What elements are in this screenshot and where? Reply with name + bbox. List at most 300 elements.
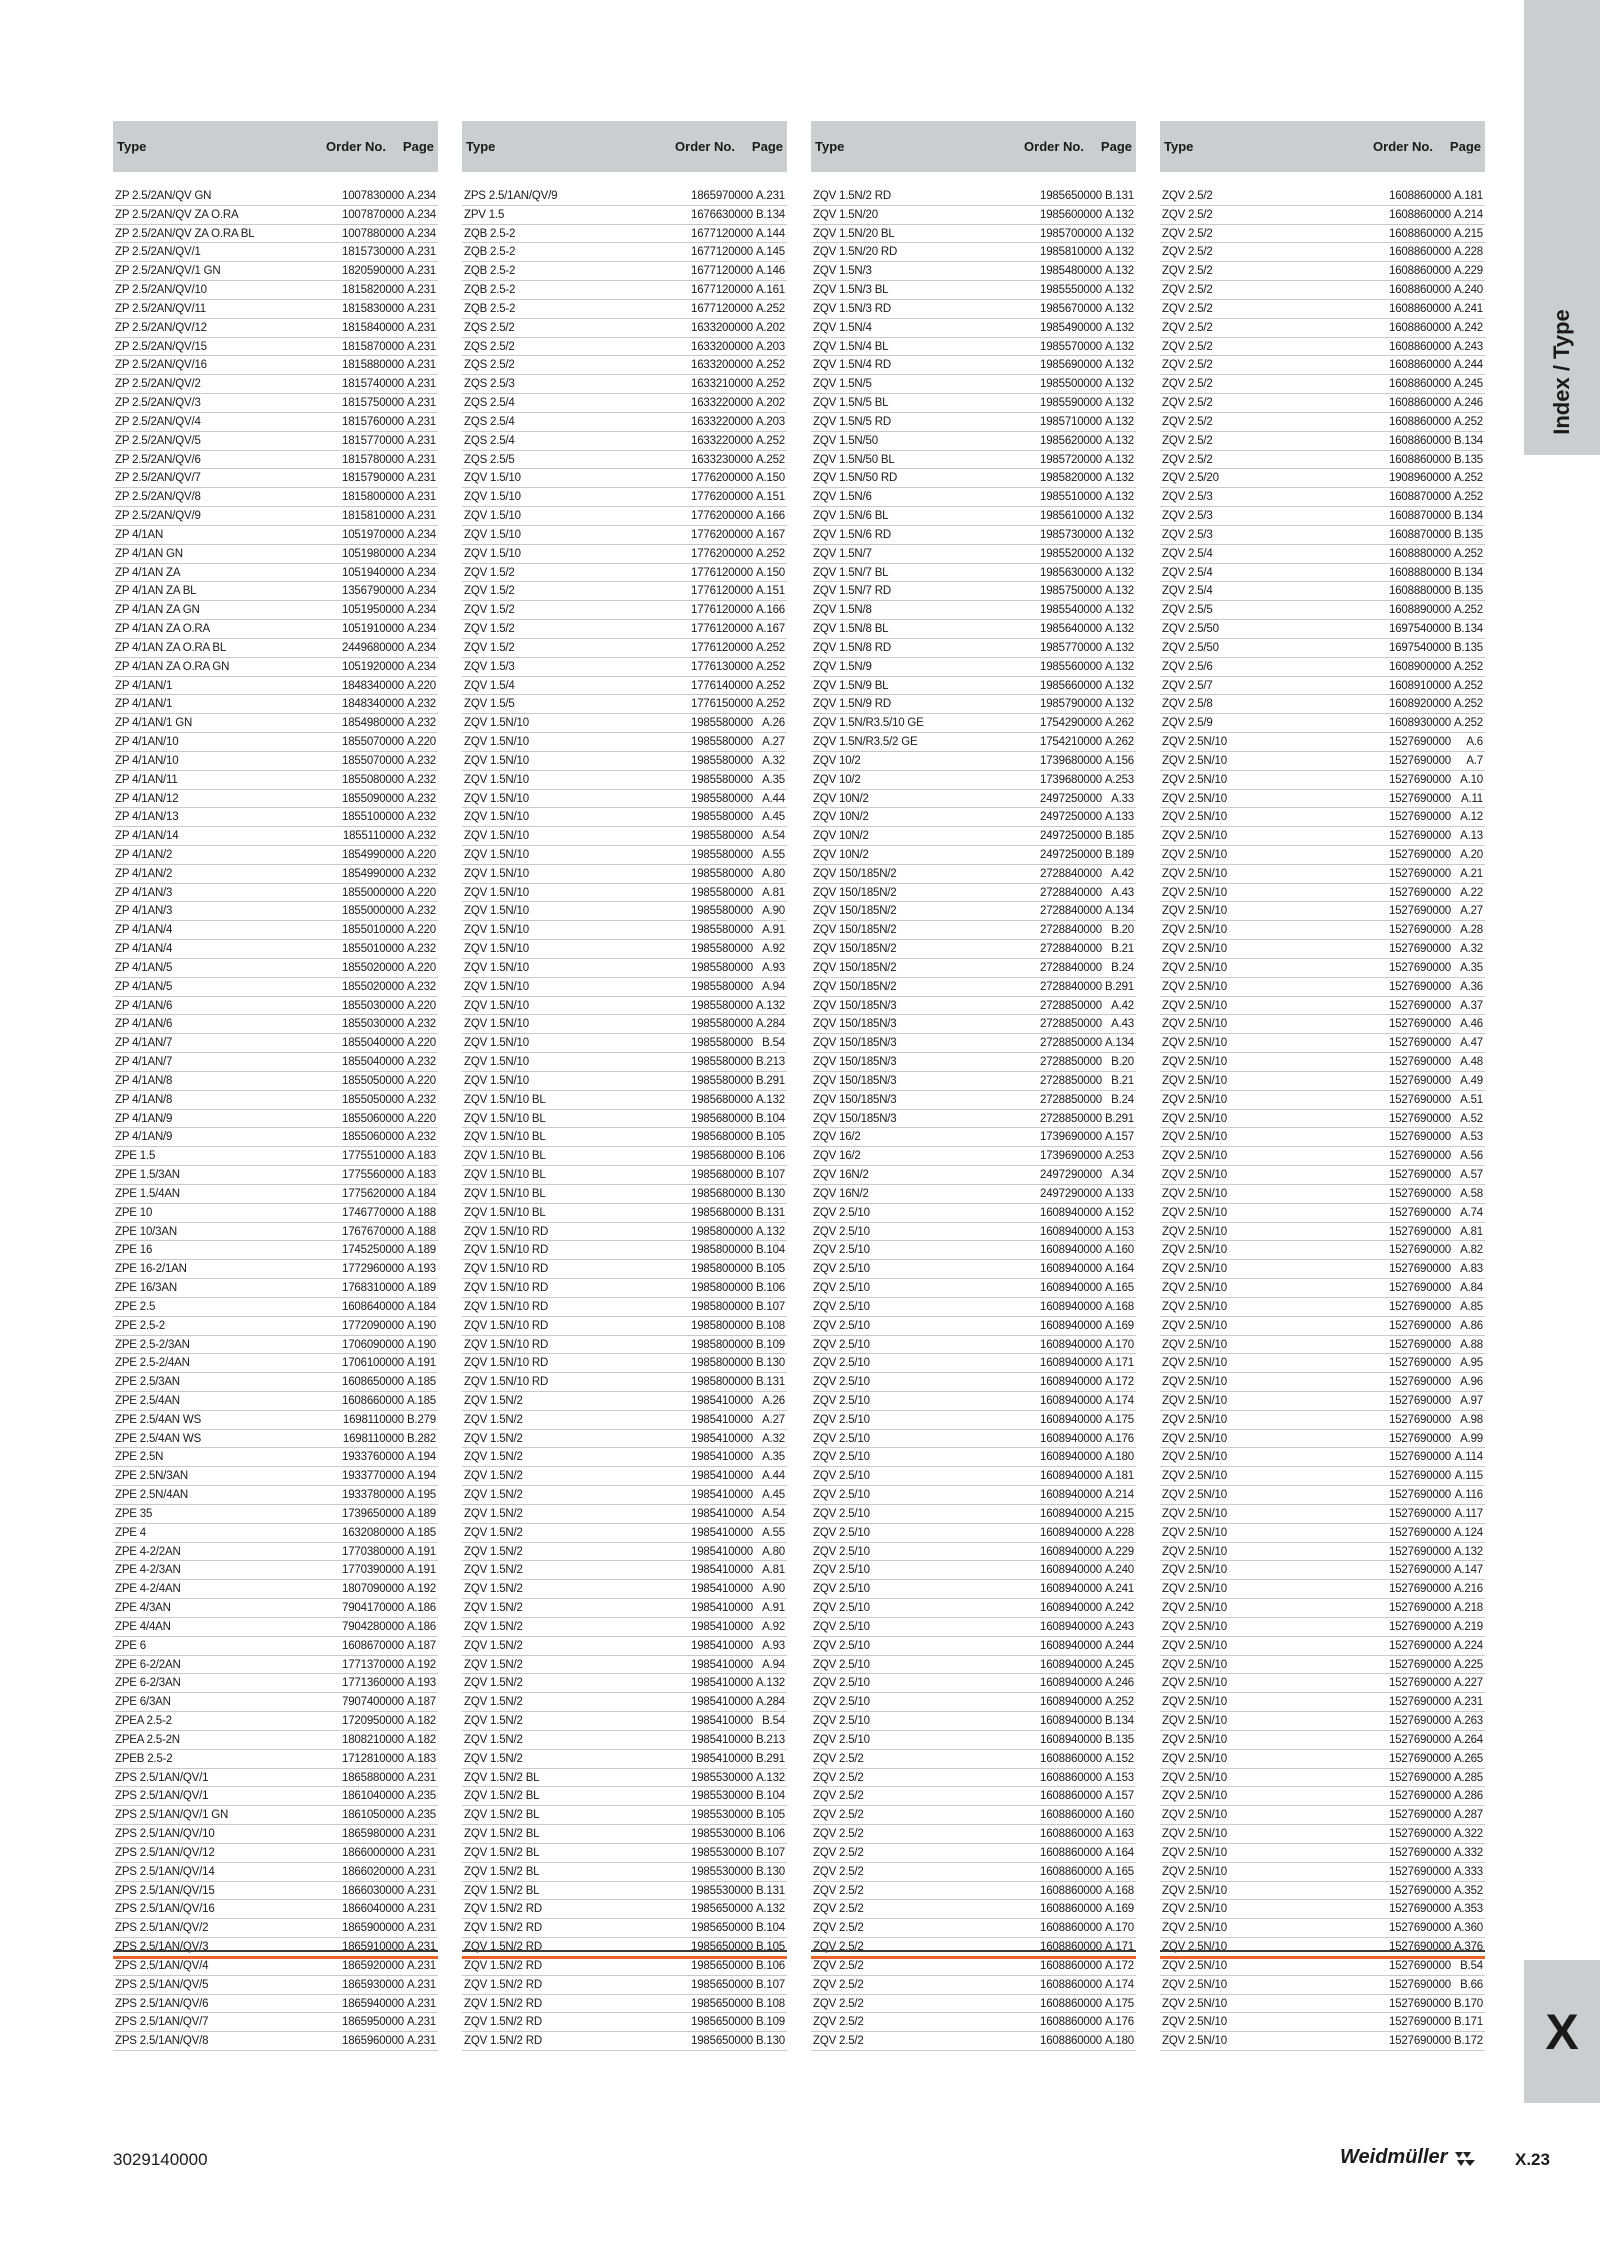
page-ref-cell[interactable]: A.231 [406, 359, 436, 372]
page-ref-cell[interactable]: A.166 [755, 604, 785, 617]
page-ref-cell[interactable]: A.184 [406, 1187, 436, 1200]
page-ref-cell[interactable]: A.21 [1460, 867, 1483, 880]
page-ref-cell[interactable]: A.220 [406, 999, 436, 1012]
page-ref-cell[interactable]: A.151 [755, 491, 785, 504]
page-ref-cell[interactable]: A.186 [406, 1620, 436, 1633]
page-ref-cell[interactable]: A.26 [762, 717, 785, 730]
page-ref-cell[interactable]: B.134 [1453, 623, 1483, 636]
page-ref-cell[interactable]: A.192 [406, 1583, 436, 1596]
page-ref-cell[interactable]: B.172 [1453, 2035, 1483, 2048]
page-ref-cell[interactable]: A.228 [1104, 1526, 1134, 1539]
page-ref-cell[interactable]: A.96 [1460, 1376, 1483, 1389]
page-ref-cell[interactable]: B.108 [755, 1319, 785, 1332]
page-ref-cell[interactable]: B.109 [755, 2016, 785, 2029]
page-ref-cell[interactable]: A.56 [1460, 1150, 1483, 1163]
page-ref-cell[interactable]: A.252 [1453, 415, 1483, 428]
page-ref-cell[interactable]: A.214 [1104, 1489, 1134, 1502]
page-ref-cell[interactable]: A.94 [762, 1658, 785, 1671]
page-ref-cell[interactable]: A.215 [1453, 227, 1483, 240]
page-ref-cell[interactable]: A.132 [1104, 321, 1134, 334]
page-ref-cell[interactable]: A.234 [406, 566, 436, 579]
page-ref-cell[interactable]: A.55 [762, 1526, 785, 1539]
page-ref-cell[interactable]: A.133 [1104, 1187, 1134, 1200]
page-ref-cell[interactable]: A.192 [406, 1658, 436, 1671]
page-ref-cell[interactable]: A.227 [1453, 1677, 1483, 1690]
page-ref-cell[interactable]: B.104 [755, 1112, 785, 1125]
page-ref-cell[interactable]: A.74 [1460, 1206, 1483, 1219]
page-ref-cell[interactable]: A.98 [1460, 1413, 1483, 1426]
page-ref-cell[interactable]: A.252 [755, 434, 785, 447]
page-ref-cell[interactable]: A.243 [1104, 1620, 1134, 1633]
page-ref-cell[interactable]: A.171 [1104, 1357, 1134, 1370]
page-ref-cell[interactable]: B.185 [1104, 830, 1134, 843]
page-ref-cell[interactable]: A.172 [1104, 1376, 1134, 1389]
page-ref-cell[interactable]: A.114 [1454, 1451, 1483, 1464]
page-ref-cell[interactable]: A.132 [1104, 434, 1134, 447]
page-ref-cell[interactable]: A.132 [1104, 698, 1134, 711]
page-ref-cell[interactable]: A.151 [755, 585, 785, 598]
page-ref-cell[interactable]: A.132 [1104, 623, 1134, 636]
page-ref-cell[interactable]: A.168 [1104, 1300, 1134, 1313]
page-ref-cell[interactable]: A.232 [406, 943, 436, 956]
page-ref-cell[interactable]: A.231 [406, 1865, 436, 1878]
page-ref-cell[interactable]: A.132 [1453, 1545, 1483, 1558]
page-ref-cell[interactable]: B.106 [755, 1959, 785, 1972]
page-ref-cell[interactable]: A.241 [1104, 1583, 1134, 1596]
page-ref-cell[interactable]: B.24 [1111, 961, 1134, 974]
page-ref-cell[interactable]: A.220 [406, 924, 436, 937]
page-ref-cell[interactable]: A.132 [1104, 472, 1134, 485]
page-ref-cell[interactable]: A.7 [1466, 754, 1483, 767]
page-ref-cell[interactable]: A.153 [1104, 1225, 1134, 1238]
page-ref-cell[interactable]: A.234 [406, 604, 436, 617]
page-ref-cell[interactable]: A.150 [755, 566, 785, 579]
page-ref-cell[interactable]: B.291 [755, 1074, 785, 1087]
page-ref-cell[interactable]: A.6 [1466, 736, 1483, 749]
page-ref-cell[interactable]: A.234 [406, 528, 436, 541]
page-ref-cell[interactable]: A.160 [1104, 1244, 1134, 1257]
page-ref-cell[interactable]: A.231 [406, 302, 436, 315]
page-ref-cell[interactable]: B.131 [755, 1884, 785, 1897]
page-ref-cell[interactable]: A.231 [406, 1884, 436, 1897]
page-ref-cell[interactable]: A.232 [406, 773, 436, 786]
page-ref-cell[interactable]: B.134 [1453, 566, 1483, 579]
page-ref-cell[interactable]: A.93 [762, 1639, 785, 1652]
page-ref-cell[interactable]: A.95 [1460, 1357, 1483, 1370]
page-ref-cell[interactable]: B.131 [1104, 190, 1134, 202]
page-ref-cell[interactable]: A.231 [406, 510, 436, 523]
page-ref-cell[interactable]: A.176 [1104, 2016, 1134, 2029]
page-ref-cell[interactable]: A.28 [1460, 924, 1483, 937]
page-ref-cell[interactable]: A.235 [406, 1809, 436, 1822]
page-ref-cell[interactable]: B.54 [1460, 1959, 1483, 1972]
page-ref-cell[interactable]: A.190 [406, 1319, 436, 1332]
page-ref-cell[interactable]: A.90 [762, 905, 785, 918]
page-ref-cell[interactable]: A.333 [1453, 1865, 1483, 1878]
page-ref-cell[interactable]: A.13 [1460, 830, 1483, 843]
page-ref-cell[interactable]: B.104 [755, 1790, 785, 1803]
page-ref-cell[interactable]: A.33 [1111, 792, 1134, 805]
page-ref-cell[interactable]: A.218 [1453, 1602, 1483, 1615]
page-ref-cell[interactable]: A.152 [1104, 1206, 1134, 1219]
page-ref-cell[interactable]: A.174 [1104, 1395, 1134, 1407]
page-ref-cell[interactable]: B.109 [755, 1338, 785, 1351]
page-ref-cell[interactable]: A.231 [406, 1771, 436, 1784]
page-ref-cell[interactable]: A.132 [1104, 246, 1134, 259]
page-ref-cell[interactable]: A.245 [1453, 378, 1483, 391]
page-ref-cell[interactable]: A.231 [406, 397, 436, 410]
page-ref-cell[interactable]: A.147 [1453, 1564, 1483, 1577]
page-ref-cell[interactable]: A.35 [762, 773, 785, 786]
page-ref-cell[interactable]: A.322 [1453, 1828, 1483, 1841]
page-ref-cell[interactable]: A.231 [406, 491, 436, 504]
page-ref-cell[interactable]: B.106 [755, 1828, 785, 1841]
page-ref-cell[interactable]: A.82 [1460, 1244, 1483, 1257]
page-ref-cell[interactable]: A.220 [406, 1037, 436, 1050]
page-ref-cell[interactable]: B.54 [762, 1037, 785, 1050]
page-ref-cell[interactable]: A.52 [1460, 1112, 1483, 1125]
page-ref-cell[interactable]: A.232 [406, 830, 436, 843]
page-ref-cell[interactable]: B.105 [755, 1809, 785, 1822]
page-ref-cell[interactable]: A.34 [1111, 1169, 1134, 1182]
page-ref-cell[interactable]: A.132 [1104, 641, 1134, 654]
page-ref-cell[interactable]: A.240 [1104, 1564, 1134, 1577]
page-ref-cell[interactable]: A.93 [762, 961, 785, 974]
page-ref-cell[interactable]: B.21 [1111, 943, 1134, 956]
section-tab-index-type[interactable] [1524, 0, 1600, 455]
page-ref-cell[interactable]: A.202 [755, 321, 785, 334]
page-ref-cell[interactable]: B.106 [755, 1150, 785, 1163]
page-ref-cell[interactable]: A.91 [762, 924, 785, 937]
page-ref-cell[interactable]: B.130 [755, 2035, 785, 2048]
page-ref-cell[interactable]: A.231 [406, 1959, 436, 1972]
page-ref-cell[interactable]: A.231 [406, 284, 436, 297]
page-ref-cell[interactable]: A.231 [406, 1828, 436, 1841]
page-ref-cell[interactable]: A.232 [406, 1093, 436, 1106]
page-ref-cell[interactable]: A.231 [755, 190, 785, 202]
page-ref-cell[interactable]: B.171 [1453, 2016, 1483, 2029]
page-ref-cell[interactable]: B.105 [755, 1131, 785, 1144]
page-ref-cell[interactable]: A.214 [1453, 208, 1483, 221]
page-ref-cell[interactable]: A.185 [406, 1395, 436, 1407]
page-ref-cell[interactable]: A.195 [406, 1489, 436, 1502]
page-ref-cell[interactable]: A.232 [406, 1131, 436, 1144]
page-ref-cell[interactable]: A.286 [1453, 1790, 1483, 1803]
page-ref-cell[interactable]: A.220 [406, 1074, 436, 1087]
page-ref-cell[interactable]: B.130 [755, 1187, 785, 1200]
page-ref-cell[interactable]: A.242 [1104, 1602, 1134, 1615]
page-ref-cell[interactable]: B.134 [1453, 434, 1483, 447]
page-ref-cell[interactable]: A.234 [406, 190, 436, 202]
page-ref-cell[interactable]: A.252 [1453, 660, 1483, 673]
page-ref-cell[interactable]: A.219 [1453, 1620, 1483, 1633]
page-ref-cell[interactable]: A.132 [1104, 660, 1134, 673]
page-ref-cell[interactable]: A.84 [1460, 1282, 1483, 1295]
page-ref-cell[interactable]: B.105 [755, 1941, 785, 1954]
page-ref-cell[interactable]: A.285 [1453, 1771, 1483, 1784]
page-ref-cell[interactable]: A.132 [755, 1771, 785, 1784]
page-ref-cell[interactable]: A.20 [1460, 848, 1483, 861]
page-ref-cell[interactable]: B.107 [755, 1300, 785, 1313]
page-ref-cell[interactable]: A.43 [1111, 1018, 1134, 1031]
page-ref-cell[interactable]: A.262 [1104, 736, 1134, 749]
page-ref-cell[interactable]: A.225 [1453, 1658, 1483, 1671]
page-ref-cell[interactable]: A.157 [1104, 1131, 1134, 1144]
page-ref-cell[interactable]: A.45 [762, 1489, 785, 1502]
page-ref-cell[interactable]: A.124 [1453, 1526, 1483, 1539]
page-ref-cell[interactable]: A.132 [755, 1225, 785, 1238]
page-ref-cell[interactable]: A.132 [1104, 679, 1134, 692]
page-ref-cell[interactable]: A.231 [406, 472, 436, 485]
page-ref-cell[interactable]: A.360 [1453, 1922, 1483, 1935]
page-ref-cell[interactable]: B.105 [755, 1263, 785, 1276]
page-ref-cell[interactable]: A.231 [406, 1978, 436, 1991]
page-ref-cell[interactable]: A.132 [1104, 453, 1134, 466]
page-ref-cell[interactable]: A.203 [755, 415, 785, 428]
page-ref-cell[interactable]: A.234 [406, 208, 436, 221]
page-ref-cell[interactable]: A.231 [406, 1846, 436, 1859]
page-ref-cell[interactable]: B.20 [1111, 924, 1134, 937]
page-ref-cell[interactable]: A.235 [406, 1790, 436, 1803]
page-ref-cell[interactable]: A.171 [1104, 1941, 1134, 1954]
page-ref-cell[interactable]: B.213 [755, 1056, 785, 1069]
page-ref-cell[interactable]: A.232 [406, 980, 436, 993]
page-ref-cell[interactable]: A.85 [1460, 1300, 1483, 1313]
page-ref-cell[interactable]: A.167 [755, 528, 785, 541]
page-ref-cell[interactable]: B.21 [1111, 1074, 1134, 1087]
page-ref-cell[interactable]: A.161 [755, 284, 785, 297]
page-ref-cell[interactable]: A.188 [406, 1206, 436, 1219]
page-ref-cell[interactable]: A.231 [406, 415, 436, 428]
page-ref-cell[interactable]: A.170 [1104, 1922, 1134, 1935]
page-ref-cell[interactable]: A.231 [406, 2035, 436, 2048]
page-ref-cell[interactable]: A.166 [755, 510, 785, 523]
page-ref-cell[interactable]: A.94 [762, 980, 785, 993]
page-ref-cell[interactable]: A.190 [406, 1338, 436, 1351]
page-ref-cell[interactable]: A.35 [1460, 961, 1483, 974]
page-ref-cell[interactable]: A.132 [1104, 208, 1134, 221]
page-ref-cell[interactable]: A.243 [1453, 340, 1483, 353]
page-ref-cell[interactable]: A.252 [1453, 472, 1483, 485]
page-ref-cell[interactable]: B.107 [755, 1978, 785, 1991]
page-ref-cell[interactable]: A.194 [406, 1470, 436, 1483]
page-ref-cell[interactable]: A.180 [1104, 1451, 1134, 1464]
page-ref-cell[interactable]: A.163 [1104, 1828, 1134, 1841]
page-ref-cell[interactable]: B.130 [755, 1865, 785, 1878]
page-ref-cell[interactable]: A.252 [1453, 679, 1483, 692]
page-ref-cell[interactable]: A.240 [1453, 284, 1483, 297]
page-ref-cell[interactable]: A.132 [1104, 265, 1134, 278]
page-ref-cell[interactable]: A.134 [1104, 905, 1134, 918]
page-ref-cell[interactable]: A.160 [1104, 1809, 1134, 1822]
page-ref-cell[interactable]: A.132 [755, 1677, 785, 1690]
page-ref-cell[interactable]: A.92 [762, 943, 785, 956]
page-ref-cell[interactable]: A.10 [1460, 773, 1483, 786]
page-ref-cell[interactable]: A.232 [406, 867, 436, 880]
page-ref-cell[interactable]: A.252 [755, 660, 785, 673]
page-ref-cell[interactable]: A.187 [406, 1696, 436, 1709]
page-ref-cell[interactable]: A.183 [406, 1169, 436, 1182]
page-ref-cell[interactable]: A.220 [406, 848, 436, 861]
page-ref-cell[interactable]: A.202 [755, 397, 785, 410]
page-ref-cell[interactable]: A.90 [762, 1583, 785, 1596]
page-ref-cell[interactable]: A.246 [1453, 397, 1483, 410]
page-ref-cell[interactable]: A.332 [1453, 1846, 1483, 1859]
page-ref-cell[interactable]: A.376 [1453, 1941, 1483, 1954]
page-ref-cell[interactable]: A.132 [1104, 547, 1134, 560]
page-ref-cell[interactable]: A.42 [1111, 867, 1134, 880]
page-ref-cell[interactable]: A.224 [1453, 1639, 1483, 1652]
page-ref-cell[interactable]: A.35 [762, 1451, 785, 1464]
page-ref-cell[interactable]: A.47 [1460, 1037, 1483, 1050]
page-ref-cell[interactable]: A.232 [406, 811, 436, 824]
page-ref-cell[interactable]: A.132 [755, 999, 785, 1012]
page-ref-cell[interactable]: A.51 [1460, 1093, 1483, 1106]
page-ref-cell[interactable]: B.135 [1104, 1733, 1134, 1746]
page-ref-cell[interactable]: B.24 [1111, 1093, 1134, 1106]
page-ref-cell[interactable]: A.22 [1460, 886, 1483, 899]
page-ref-cell[interactable]: B.213 [755, 1733, 785, 1746]
page-ref-cell[interactable]: A.132 [1104, 566, 1134, 579]
page-ref-cell[interactable]: A.92 [762, 1620, 785, 1633]
page-ref-cell[interactable]: A.229 [1453, 265, 1483, 278]
page-ref-cell[interactable]: A.231 [1453, 1696, 1483, 1709]
page-ref-cell[interactable]: B.135 [1453, 528, 1483, 541]
page-ref-cell[interactable]: B.104 [755, 1922, 785, 1935]
page-ref-cell[interactable]: A.150 [755, 472, 785, 485]
page-ref-cell[interactable]: B.66 [1460, 1978, 1483, 1991]
page-ref-cell[interactable]: A.191 [406, 1357, 436, 1370]
page-ref-cell[interactable]: A.353 [1453, 1903, 1483, 1916]
page-ref-cell[interactable]: A.232 [406, 1018, 436, 1031]
page-ref-cell[interactable]: A.165 [1104, 1865, 1134, 1878]
page-ref-cell[interactable]: B.134 [1104, 1715, 1134, 1728]
page-ref-cell[interactable]: A.157 [1104, 1790, 1134, 1803]
page-ref-cell[interactable]: A.232 [406, 792, 436, 805]
page-ref-cell[interactable]: A.182 [406, 1715, 436, 1728]
page-ref-cell[interactable]: A.189 [406, 1244, 436, 1257]
page-ref-cell[interactable]: A.132 [1104, 585, 1134, 598]
page-ref-cell[interactable]: A.26 [762, 1395, 785, 1407]
page-ref-cell[interactable]: A.231 [406, 246, 436, 259]
page-ref-cell[interactable]: A.245 [1104, 1658, 1134, 1671]
page-ref-cell[interactable]: A.133 [1104, 811, 1134, 824]
page-ref-cell[interactable]: A.32 [762, 1432, 785, 1445]
page-ref-cell[interactable]: A.231 [406, 321, 436, 334]
page-ref-cell[interactable]: A.116 [1454, 1489, 1483, 1502]
page-ref-cell[interactable]: A.231 [406, 265, 436, 278]
page-ref-cell[interactable]: B.108 [755, 1997, 785, 2010]
page-ref-cell[interactable]: A.264 [1453, 1733, 1483, 1746]
page-ref-cell[interactable]: B.131 [755, 1376, 785, 1389]
page-ref-cell[interactable]: A.53 [1460, 1131, 1483, 1144]
page-ref-cell[interactable]: A.132 [1104, 340, 1134, 353]
page-ref-cell[interactable]: A.203 [755, 340, 785, 353]
page-ref-cell[interactable]: A.231 [406, 1997, 436, 2010]
page-ref-cell[interactable]: A.32 [762, 754, 785, 767]
page-ref-cell[interactable]: A.132 [1104, 415, 1134, 428]
page-ref-cell[interactable]: A.49 [1460, 1074, 1483, 1087]
page-ref-cell[interactable]: A.234 [406, 660, 436, 673]
page-ref-cell[interactable]: A.54 [762, 830, 785, 843]
page-ref-cell[interactable]: A.191 [406, 1564, 436, 1577]
page-ref-cell[interactable]: A.81 [1460, 1225, 1483, 1238]
page-ref-cell[interactable]: A.252 [755, 453, 785, 466]
page-ref-cell[interactable]: A.83 [1460, 1263, 1483, 1276]
page-ref-cell[interactable]: B.291 [1104, 1112, 1134, 1125]
page-ref-cell[interactable]: A.232 [406, 1056, 436, 1069]
page-ref-cell[interactable]: A.252 [755, 698, 785, 711]
page-ref-cell[interactable]: A.234 [406, 227, 436, 240]
page-ref-cell[interactable]: A.234 [406, 585, 436, 598]
page-ref-cell[interactable]: A.176 [1104, 1432, 1134, 1445]
page-ref-cell[interactable]: A.88 [1460, 1338, 1483, 1351]
page-ref-cell[interactable]: A.231 [406, 1941, 436, 1954]
page-ref-cell[interactable]: A.175 [1104, 1997, 1134, 2010]
page-ref-cell[interactable]: A.263 [1453, 1715, 1483, 1728]
page-ref-cell[interactable]: A.156 [1104, 754, 1134, 767]
section-tab-letter[interactable]: X [1524, 1960, 1600, 2103]
page-ref-cell[interactable]: A.115 [1454, 1470, 1483, 1483]
page-ref-cell[interactable]: A.181 [1453, 190, 1483, 202]
page-ref-cell[interactable]: A.185 [406, 1376, 436, 1389]
page-ref-cell[interactable]: A.165 [1104, 1282, 1134, 1295]
page-ref-cell[interactable]: A.186 [406, 1602, 436, 1615]
page-ref-cell[interactable]: A.352 [1453, 1884, 1483, 1897]
page-ref-cell[interactable]: A.242 [1453, 321, 1483, 334]
page-ref-cell[interactable]: A.232 [406, 698, 436, 711]
page-ref-cell[interactable]: A.144 [755, 227, 785, 240]
page-ref-cell[interactable]: B.279 [406, 1413, 436, 1426]
page-ref-cell[interactable]: A.146 [755, 265, 785, 278]
page-ref-cell[interactable]: A.182 [406, 1733, 436, 1746]
page-ref-cell[interactable]: A.117 [1454, 1507, 1483, 1520]
page-ref-cell[interactable]: A.81 [762, 886, 785, 899]
page-ref-cell[interactable]: A.81 [762, 1564, 785, 1577]
page-ref-cell[interactable]: A.132 [1104, 491, 1134, 504]
page-ref-cell[interactable]: A.54 [762, 1507, 785, 1520]
page-ref-cell[interactable]: A.252 [755, 359, 785, 372]
page-ref-cell[interactable]: A.284 [755, 1018, 785, 1031]
page-ref-cell[interactable]: A.232 [406, 754, 436, 767]
page-ref-cell[interactable]: A.241 [1453, 302, 1483, 315]
page-ref-cell[interactable]: B.130 [755, 1357, 785, 1370]
page-ref-cell[interactable]: A.153 [1104, 1771, 1134, 1784]
page-ref-cell[interactable]: A.164 [1104, 1263, 1134, 1276]
page-ref-cell[interactable]: A.231 [406, 378, 436, 391]
page-ref-cell[interactable]: A.132 [1104, 302, 1134, 315]
page-ref-cell[interactable]: A.145 [755, 246, 785, 259]
page-ref-cell[interactable]: A.284 [755, 1696, 785, 1709]
page-ref-cell[interactable]: A.191 [406, 1545, 436, 1558]
page-ref-cell[interactable]: A.187 [406, 1639, 436, 1652]
page-ref-cell[interactable]: A.174 [1104, 1978, 1134, 1991]
page-ref-cell[interactable]: A.97 [1460, 1395, 1483, 1407]
page-ref-cell[interactable]: A.253 [1104, 773, 1134, 786]
page-ref-cell[interactable]: A.175 [1104, 1413, 1134, 1426]
page-ref-cell[interactable]: A.152 [1104, 1752, 1134, 1765]
page-ref-cell[interactable]: A.287 [1453, 1809, 1483, 1822]
page-ref-cell[interactable]: B.291 [1104, 980, 1134, 993]
page-ref-cell[interactable]: A.234 [406, 623, 436, 636]
page-ref-cell[interactable]: A.234 [406, 641, 436, 654]
page-ref-cell[interactable]: A.231 [406, 1922, 436, 1935]
page-ref-cell[interactable]: A.132 [1104, 284, 1134, 297]
page-ref-cell[interactable]: A.252 [755, 547, 785, 560]
page-ref-cell[interactable]: A.244 [1453, 359, 1483, 372]
page-ref-cell[interactable]: A.193 [406, 1263, 436, 1276]
page-ref-cell[interactable]: A.43 [1111, 886, 1134, 899]
